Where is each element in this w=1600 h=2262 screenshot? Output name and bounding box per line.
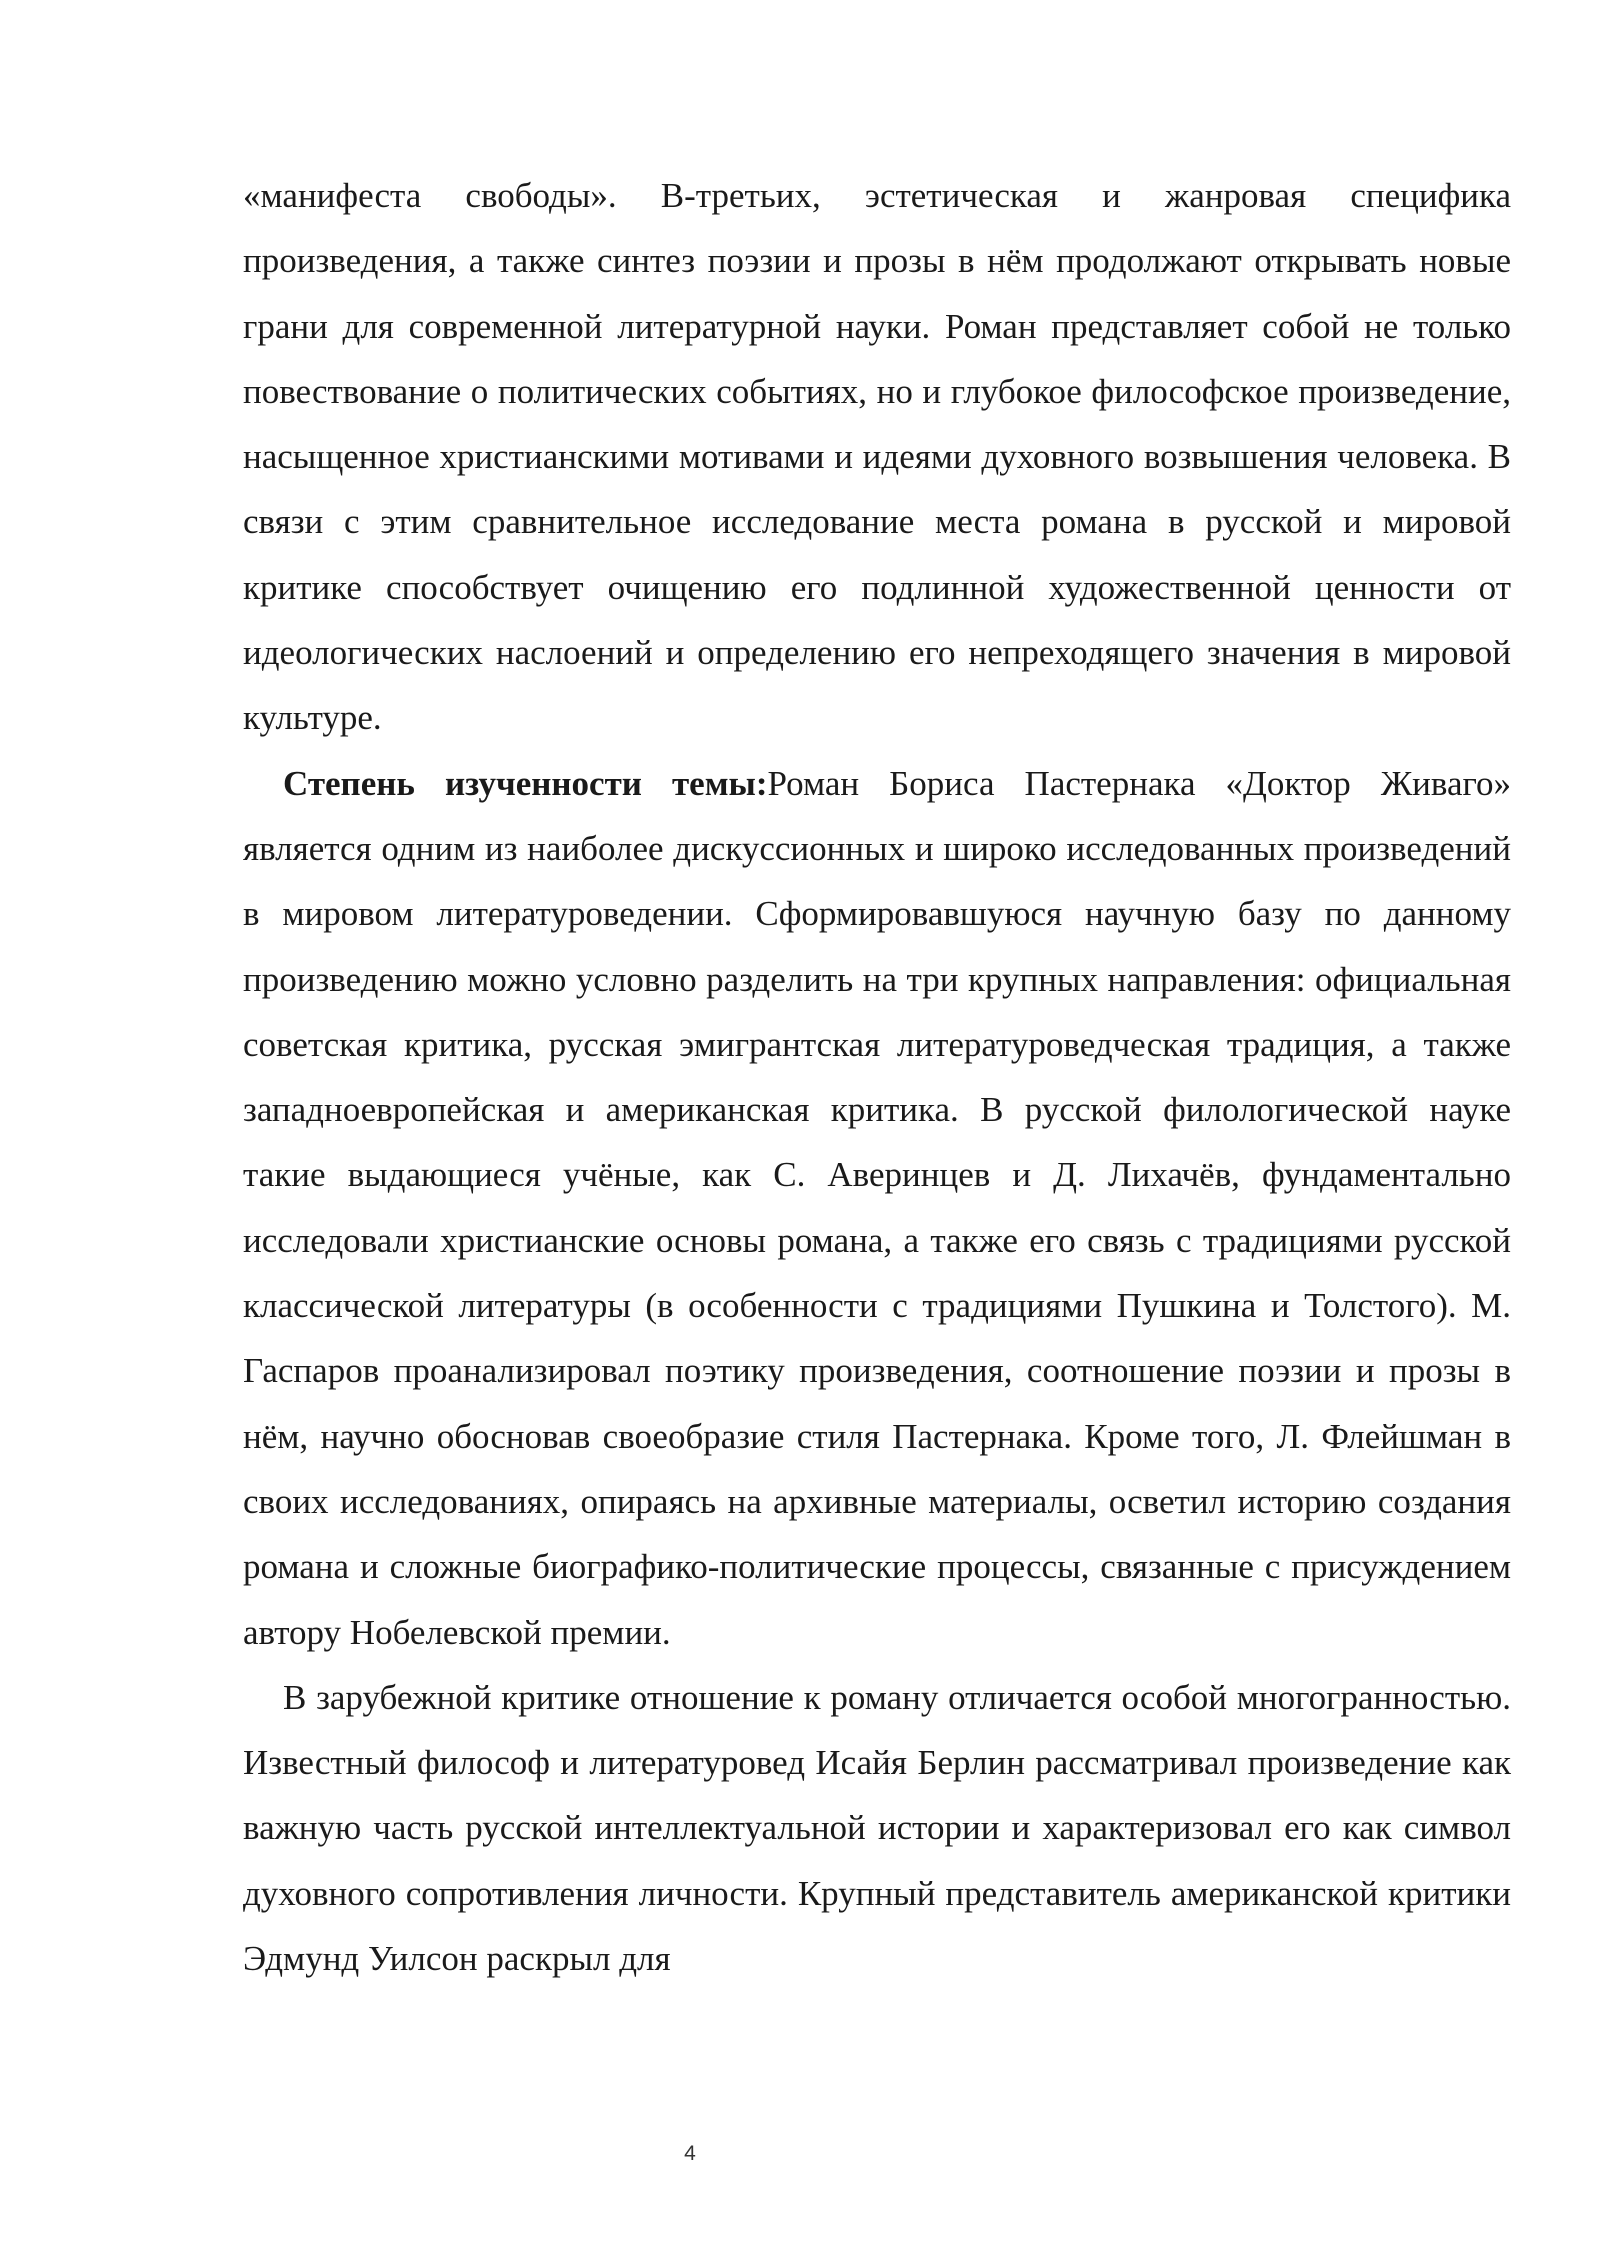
paragraph-study-degree <box>243 751 1511 1665</box>
page-number: 4 <box>684 2142 696 2165</box>
document-body <box>243 163 1511 1991</box>
paragraph-text: Роман Бориса Пастернака «Доктор Живаго» является одним из наиболее дискуссионных и широко исследованных произведений в мировом литературоведении. Сформировавшуюся научную базу по данному произведению можно условно разделить на три крупных направления: официальная советская критика, русская эмигрантская литературоведческая традиция, а также западноевропейская и американская критика. В русской филологической науке такие выдающиеся учёные, как С. Аверинцев и Д. Лихачёв, фундаментально исследовали христианские основы романа, а также его связь с традициями русской классической литературы (в особенности с традициями Пушкина и Толстого). М. Гаспаров проанализировал поэтику произведения, соотношение поэзии и прозы в нём, научно обосновав своеобразие стиля Пастернака. Кроме того, Л. Флейшман в своих исследованиях, опираясь на архивные материалы, осветил историю создания романа и сложные биографико-политические процессы, связанные с присуждением автору Нобелевской премии. <box>243 763 1511 1652</box>
paragraph-continuation <box>243 163 1511 751</box>
paragraph-text: В зарубежной критике отношение к роману отличается особой многогранностью. Известный философ и литературовед Исайя Берлин рассматривал произведение как важную часть русской интеллектуальной истории и характеризовал его как символ духовного сопротивления личности. Крупный представитель американской критики Эдмунд Уилсон раскрыл для <box>243 1677 1511 1979</box>
paragraph-text: «манифеста свободы». В-третьих, эстетическая и жанровая специфика произведения, а также синтез поэзии и прозы в нём продолжают открывать новые грани для современной литературной науки. Роман представляет собой не только повествование о политических событиях, но и глубокое философское произведение, насыщенное христианскими мотивами и идеями духовного возвышения человека. В связи с этим сравнительное исследование места романа в русской и мировой критике способствует очищению его подлинной художественной ценности от идеологических наслоений и определению его непреходящего значения в мировой культуре. <box>243 176 1511 738</box>
paragraph-foreign-criticism <box>243 1665 1511 1991</box>
paragraph-lead-heading: Степень изученности темы: <box>283 763 768 803</box>
